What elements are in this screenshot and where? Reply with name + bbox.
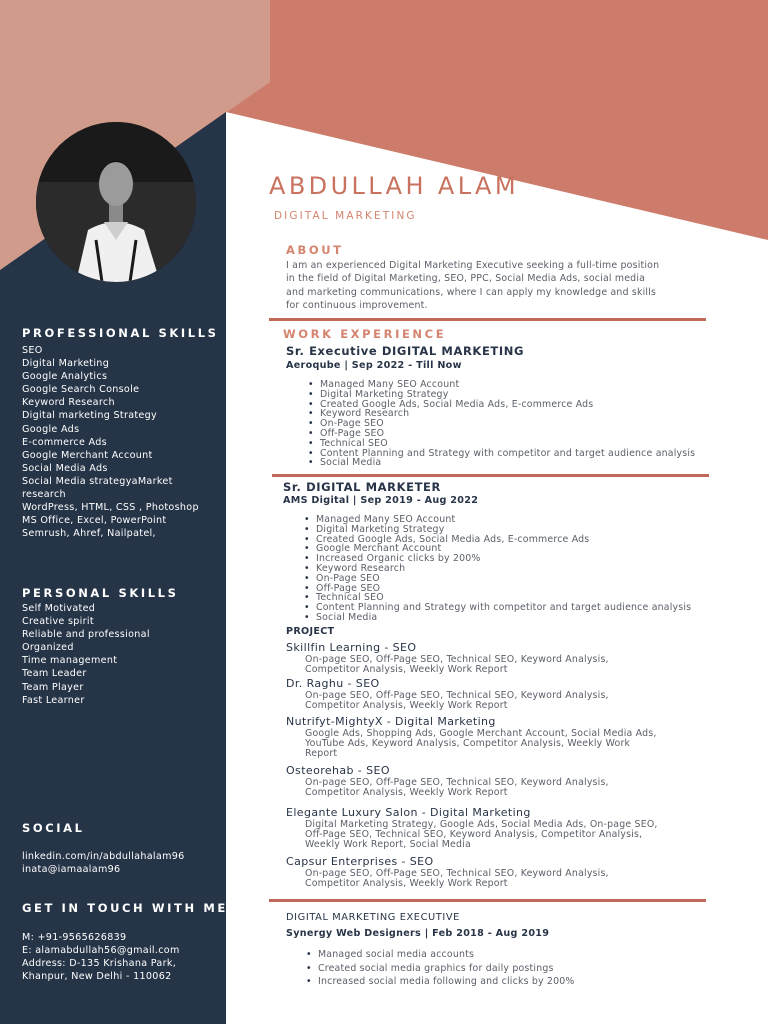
skill-item: SEO [22, 345, 43, 356]
skill-item: Digital Marketing [22, 358, 110, 370]
duty-item: • Managed Many SEO Account [304, 515, 691, 525]
project-label: PROJECT [286, 626, 335, 637]
project-description [286, 691, 706, 711]
about-title: ABOUT [286, 243, 344, 257]
contact-address-line: Khanpur, New Delhi - 110062 [22, 971, 172, 983]
skill-item: Google Ads [22, 423, 80, 435]
duty-item: • Keyword Research [304, 564, 691, 574]
project-line: On-page SEO, Off-Page SEO, Technical SEO, Keyword Analysis, [305, 868, 609, 879]
job-title: Sr. Executive DIGITAL MARKETING [286, 344, 524, 358]
duty-item: • On-Page SEO [304, 574, 691, 584]
project-line: Competitor Analysis, Weekly Work Report [305, 877, 508, 889]
project-description [286, 869, 706, 889]
job-duties [306, 948, 575, 989]
project-item [286, 641, 706, 675]
personal-skill-item: Fast Learner [22, 694, 85, 706]
duty-item: • Created Google Ads, Social Media Ads, E-commerce Ads [304, 535, 691, 545]
professional-skills-title: PROFESSIONAL SKILLS [22, 326, 219, 340]
duty-item: • Digital Marketing Strategy [308, 390, 695, 400]
duty-item: • Content Planning and Strategy with competitor and target audience analysis [308, 449, 695, 459]
skill-item: Digital marketing Strategy [22, 410, 158, 422]
social-link-instagram[interactable]: inata@iamaalam96 [22, 864, 121, 876]
about-line: I am an experienced Digital Marketing Executive seeking a full-time position [286, 260, 660, 271]
personal-skill-item: Self Motivated [22, 603, 96, 614]
candidate-role: DIGITAL MARKETING [274, 210, 417, 222]
personal-skill-item: Reliable and professional [22, 629, 150, 641]
job-title: DIGITAL MARKETING EXECUTIVE [286, 912, 460, 923]
duty-item: • Content Planning and Strategy with competitor and target audience analysis [304, 603, 691, 613]
social-link-linkedin[interactable]: linkedin.com/in/abdullahalam96 [22, 851, 185, 862]
candidate-name: ABDULLAH ALAM [269, 172, 519, 200]
project-line: Competitor Analysis, Weekly Work Report [305, 786, 508, 798]
duty-item: • Off-Page SEO [304, 584, 691, 594]
divider [272, 474, 709, 477]
skill-item: MS Office, Excel, PowerPoint [22, 515, 167, 527]
about-line: in the field of Digital Marketing, SEO, PPC, Social Media Ads, social media [286, 273, 646, 285]
job-duties [308, 380, 695, 468]
skill-item: Google Search Console [22, 384, 140, 396]
about-line: for continuous improvement. [286, 300, 428, 312]
skill-item: Social Media Ads [22, 462, 108, 474]
personal-skill-item: Organized [22, 642, 74, 654]
project-description [286, 778, 706, 798]
about-line: and marketing communications, where I can apply my knowledge and skills [286, 286, 657, 298]
personal-skill-item: Team Leader [22, 668, 87, 680]
job-duties [304, 515, 691, 623]
duty-item: • On-Page SEO [308, 419, 695, 429]
project-description [286, 820, 706, 849]
project-name: Nutrifyt-MightyX - Digital Marketing [286, 715, 496, 728]
personal-skill-item: Team Player [22, 681, 84, 693]
project-name: Dr. Raghu - SEO [286, 677, 380, 690]
project-line: On-page SEO, Off-Page SEO, Technical SEO, Keyword Analysis, [305, 654, 609, 665]
project-item [286, 764, 706, 798]
job-meta: AMS Digital | Sep 2019 - Aug 2022 [283, 495, 479, 506]
job-meta: Aeroqube | Sep 2022 - Till Now [286, 360, 462, 371]
personal-skill-item: Time management [22, 655, 118, 667]
project-line: Competitor Analysis, Weekly Work Report [305, 699, 508, 711]
personal-skill-item: Creative spirit [22, 616, 94, 628]
duty-item: • Increased social media following and clicks by 200% [306, 975, 575, 989]
project-description [286, 655, 706, 675]
contact-address-line: Address: D-135 Krishana Park, [22, 958, 177, 970]
project-line: Competitor Analysis, Weekly Work Report [305, 663, 508, 675]
duty-item: • Social Media [304, 613, 691, 623]
contact-phone: M: +91-9565626839 [22, 932, 127, 943]
skill-item: Google Merchant Account [22, 449, 153, 461]
project-line: On-page SEO, Off-Page SEO, Technical SEO, Keyword Analysis, [305, 777, 609, 788]
contact-title: GET IN TOUCH WITH ME [22, 901, 228, 915]
divider [269, 899, 706, 902]
duty-item: • Managed Many SEO Account [308, 380, 695, 390]
project-line: On-page SEO, Off-Page SEO, Technical SEO, Keyword Analysis, [305, 690, 609, 701]
about-text [286, 259, 686, 313]
contact-email[interactable]: E: alamabdullah56@gmail.com [22, 945, 180, 957]
project-line: YouTube Ads, Keyword Analysis, Competitor Analysis, Weekly Work [305, 737, 631, 749]
project-name: Osteorehab - SEO [286, 764, 390, 777]
duty-item: • Digital Marketing Strategy [304, 525, 691, 535]
project-item [286, 806, 706, 849]
job-title: Sr. DIGITAL MARKETER [283, 480, 441, 494]
personal-skills-title: PERSONAL SKILLS [22, 586, 179, 600]
duty-item: • Google Merchant Account [304, 544, 691, 554]
duty-item: • Technical SEO [308, 439, 695, 449]
duty-item: • Keyword Research [308, 409, 695, 419]
work-experience-title: WORK EXPERIENCE [283, 327, 447, 341]
project-line: Report [305, 747, 338, 759]
duty-item: • Created Google Ads, Social Media Ads, E-commerce Ads [308, 400, 695, 410]
skill-item: WordPress, HTML, CSS , Photoshop [22, 502, 199, 514]
project-line: Off-Page SEO, Technical SEO, Keyword Analysis, Competitor Analysis, [305, 828, 643, 840]
project-description [286, 729, 706, 758]
skill-item: Semrush, Ahref, Nailpatel, [22, 528, 156, 540]
social-title: SOCIAL [22, 821, 85, 835]
skill-item: research [22, 489, 66, 501]
project-name: Capsur Enterprises - SEO [286, 855, 434, 868]
project-item [286, 715, 706, 758]
duty-item: • Social Media [308, 458, 695, 468]
duty-item: • Created social media graphics for daily postings [306, 962, 575, 976]
skill-item: Google Analytics [22, 371, 108, 383]
duty-item: • Increased Organic clicks by 200% [304, 554, 691, 564]
project-item [286, 677, 706, 711]
project-name: Elegante Luxury Salon - Digital Marketing [286, 806, 531, 819]
project-name: Skillfin Learning - SEO [286, 641, 417, 654]
project-item [286, 855, 706, 889]
duty-item: • Technical SEO [304, 593, 691, 603]
project-line: Weekly Work Report, Social Media [305, 838, 471, 850]
divider [269, 318, 706, 321]
skill-item: E-commerce Ads [22, 436, 107, 448]
project-line: Digital Marketing Strategy, Google Ads, Social Media Ads, On-page SEO, [305, 819, 658, 830]
project-line: Google Ads, Shopping Ads, Google Merchant Account, Social Media Ads, [305, 728, 657, 739]
job-meta: Synergy Web Designers | Feb 2018 - Aug 2019 [286, 928, 550, 939]
duty-item: • Off-Page SEO [308, 429, 695, 439]
duty-item: • Managed social media accounts [306, 948, 575, 962]
skill-item: Keyword Research [22, 397, 115, 409]
skill-item: Social Media strategyaMarket [22, 475, 173, 487]
